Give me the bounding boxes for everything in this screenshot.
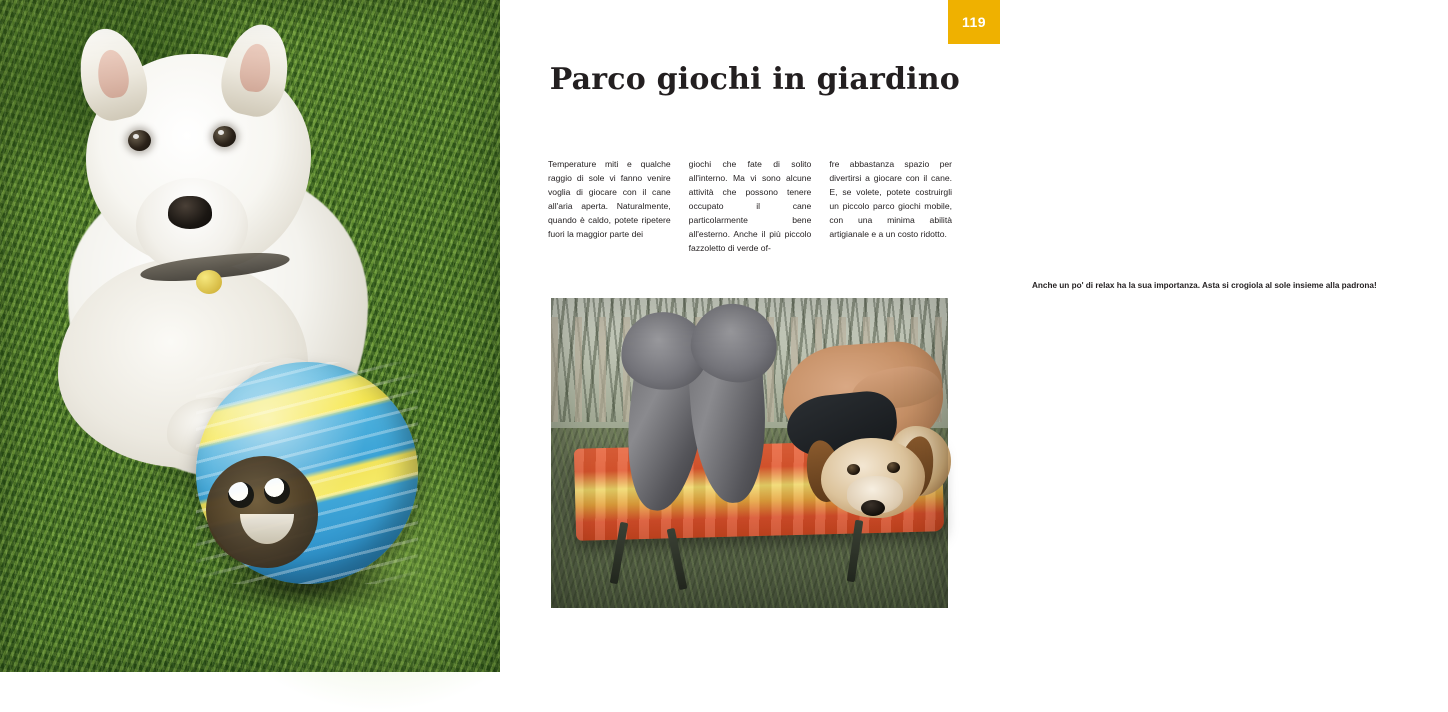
text-column-1: Temperature miti e qualche raggio di sole vi fanno venire voglia di giocare con il cane all'aria aperta. Naturalmente, quando è caldo, potete ripetere fuori la maggior parte dei bbox=[548, 159, 671, 239]
body-text-columns bbox=[548, 158, 952, 255]
photo-caption: Anche un po' di relax ha la sua importanza. Asta si crogiola al sole insieme alla padrona! bbox=[1032, 281, 1377, 290]
dog-ear-inner-left bbox=[95, 48, 131, 100]
dog-ear-inner-right bbox=[238, 42, 273, 93]
text-column-3: fre abbastanza spazio per divertirsi a giocare con il cane. E, se volete, potete costruirgli un piccolo parco giochi mobile, con una minima abilità artigianale e a un costo ridotto. bbox=[829, 159, 953, 239]
beagle-eye-left bbox=[847, 464, 860, 475]
left-page-photo bbox=[0, 0, 500, 672]
dog-eye-left bbox=[128, 130, 151, 151]
ball-cartoon-mouth bbox=[240, 514, 294, 544]
beagle-eye-right bbox=[887, 462, 900, 473]
dog-eye-right bbox=[213, 126, 236, 147]
dog-nose bbox=[168, 196, 212, 229]
beagle-nose bbox=[861, 500, 885, 516]
page-title: Parco giochi in giardino bbox=[549, 62, 960, 98]
page-number-tab: 119 bbox=[948, 0, 1000, 44]
beagle-dog bbox=[803, 416, 939, 524]
text-column-2: giochi che fate di solito all'interno. Ma vi sono alcune attività che possono tenere occupato il cane particolarmente bene all'esterno. Anche il più piccolo fazzoletto di verde of- bbox=[688, 159, 812, 253]
dog-collar-tag bbox=[196, 270, 222, 294]
play-ball bbox=[196, 362, 418, 584]
right-page-photo bbox=[551, 298, 948, 608]
